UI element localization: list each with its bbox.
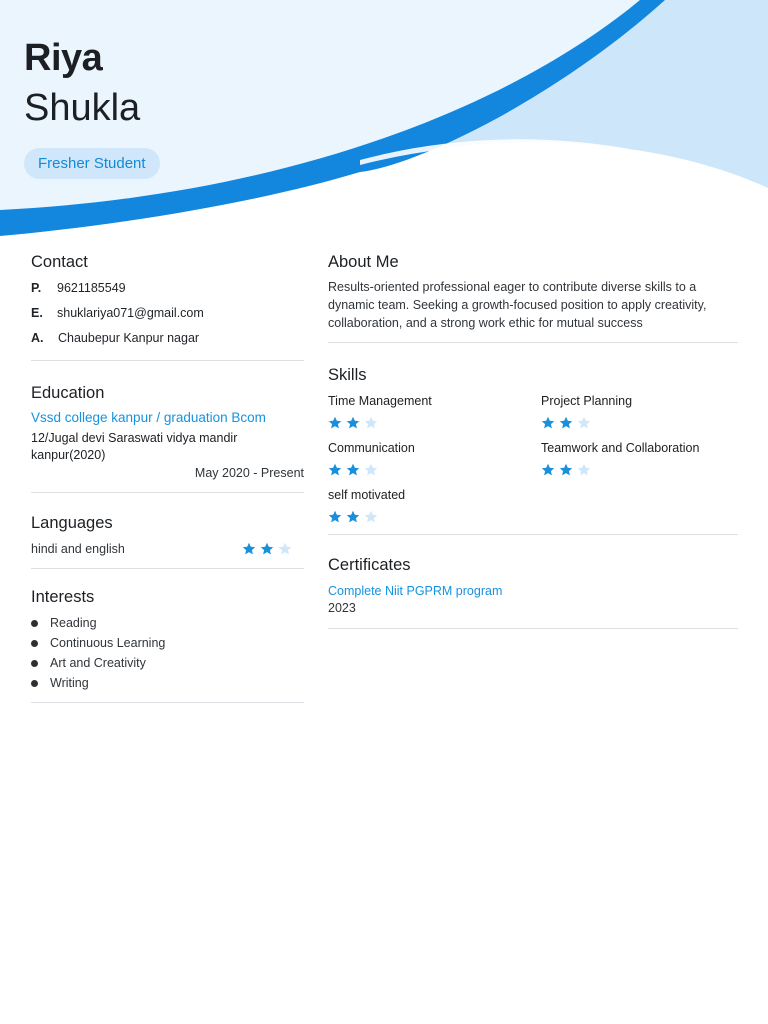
interests-title: Interests	[31, 588, 95, 606]
language-rating	[242, 542, 292, 556]
skill-rating	[541, 463, 738, 477]
skills-section	[328, 343, 738, 535]
bullet-icon	[31, 640, 38, 647]
education-date: May 2020 - Present	[194, 466, 304, 480]
languages-title: Languages	[31, 514, 113, 532]
about-title: About Me	[328, 253, 399, 271]
star-empty-icon	[278, 542, 292, 556]
interest-label: Art and Creativity	[50, 656, 146, 670]
role-badge: Fresher Student	[24, 148, 160, 179]
skill-item	[541, 393, 738, 430]
skill-item	[328, 487, 541, 524]
list-item	[31, 615, 304, 631]
skill-name: Time Management	[328, 394, 432, 408]
phone-value: 9621185549	[57, 281, 126, 295]
list-item	[31, 635, 304, 651]
contact-phone-row	[31, 280, 304, 296]
interest-label: Writing	[50, 676, 89, 690]
skill-item	[328, 393, 541, 430]
bullet-icon	[31, 680, 38, 687]
first-name: Riya	[24, 37, 103, 79]
skills-title: Skills	[328, 366, 367, 384]
email-label: E.	[31, 306, 43, 320]
skill-name: Teamwork and Collaboration	[541, 441, 700, 455]
skill-item	[328, 440, 541, 477]
email-value: shuklariya071@gmail.com	[57, 306, 204, 320]
star-filled-icon	[541, 416, 555, 430]
star-empty-icon	[364, 463, 378, 477]
header	[24, 36, 160, 179]
contact-email-row	[31, 305, 304, 321]
contact-section	[31, 252, 304, 361]
star-filled-icon	[559, 463, 573, 477]
interest-label: Continuous Learning	[50, 636, 166, 650]
star-empty-icon	[364, 510, 378, 524]
certificates-title: Certificates	[328, 556, 411, 574]
certificates-section	[328, 535, 738, 629]
bullet-icon	[31, 660, 38, 667]
star-filled-icon	[260, 542, 274, 556]
skill-name: Communication	[328, 441, 415, 455]
list-item	[31, 675, 304, 691]
star-filled-icon	[541, 463, 555, 477]
star-filled-icon	[559, 416, 573, 430]
education-school: Vssd college kanpur / graduation Bcom	[31, 410, 266, 425]
phone-label: P.	[31, 281, 42, 295]
interest-label: Reading	[50, 616, 97, 630]
skill-name: Project Planning	[541, 394, 633, 408]
about-text: Results-oriented professional eager to contribute diverse skills to a dynamic team. Seeking a growth-focused position to apply creativity, collaboration, and a strong work ethic for mutual success	[328, 280, 707, 330]
left-column	[31, 252, 304, 703]
education-section	[31, 361, 304, 493]
star-filled-icon	[346, 416, 360, 430]
language-item	[31, 542, 304, 556]
skill-rating	[328, 463, 541, 477]
skill-rating	[328, 416, 541, 430]
skills-grid	[328, 393, 738, 524]
address-label: A.	[31, 331, 44, 345]
about-section	[328, 252, 738, 343]
certificate-name: Complete Niit PGPRM program	[328, 584, 503, 598]
star-empty-icon	[577, 416, 591, 430]
contact-title: Contact	[31, 253, 88, 271]
language-name: hindi and english	[31, 542, 125, 556]
star-empty-icon	[364, 416, 378, 430]
education-title: Education	[31, 384, 105, 402]
skill-name: self motivated	[328, 488, 406, 502]
skill-item	[541, 440, 738, 477]
list-item	[31, 655, 304, 671]
languages-section	[31, 493, 304, 569]
star-filled-icon	[346, 463, 360, 477]
star-empty-icon	[577, 463, 591, 477]
star-filled-icon	[328, 416, 342, 430]
right-column	[328, 252, 738, 629]
skill-rating	[328, 510, 541, 524]
star-filled-icon	[328, 510, 342, 524]
star-filled-icon	[328, 463, 342, 477]
interests-list	[31, 615, 304, 691]
contact-address-row	[31, 330, 304, 346]
star-filled-icon	[346, 510, 360, 524]
star-filled-icon	[242, 542, 256, 556]
education-detail: 12/Jugal devi Saraswati vidya mandir kanpur(2020)	[31, 431, 238, 462]
last-name: Shukla	[24, 87, 141, 129]
bullet-icon	[31, 620, 38, 627]
interests-section	[31, 569, 304, 703]
skill-rating	[541, 416, 738, 430]
address-value: Chaubepur Kanpur nagar	[58, 331, 200, 345]
certificate-year: 2023	[328, 601, 356, 615]
